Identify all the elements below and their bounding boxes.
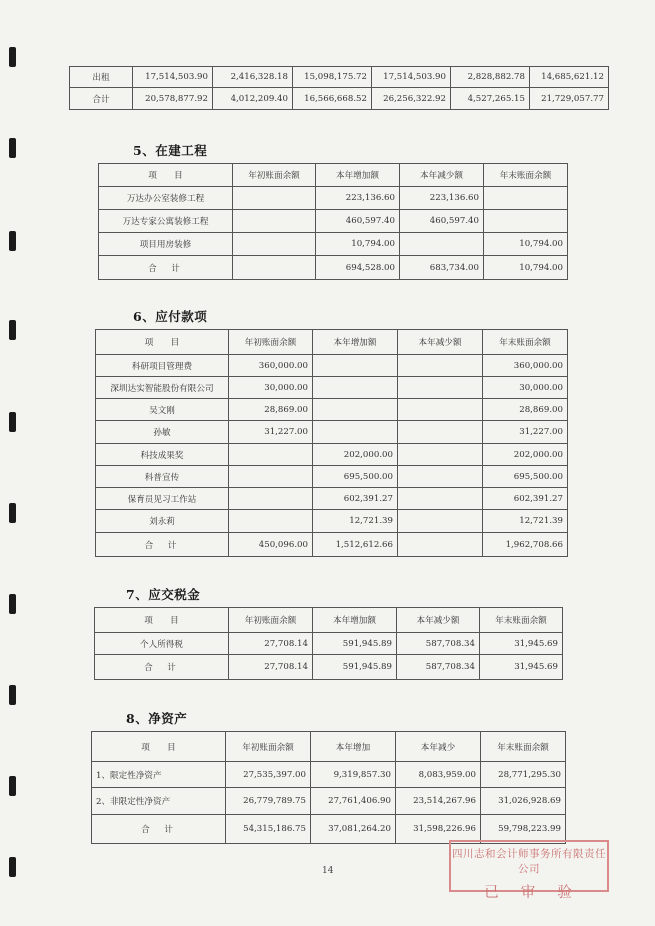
cell-value: 2,828,882.78 <box>451 67 530 88</box>
row-label: 科技成果奖 <box>96 444 229 466</box>
cell-value: 223,136.60 <box>400 187 484 210</box>
cell-value: 20,578,877.92 <box>133 88 213 110</box>
row-label: 合 计 <box>92 815 226 844</box>
column-header: 年末账面余额 <box>484 164 568 187</box>
audit-stamp <box>449 840 609 901</box>
cell-value: 31,945.69 <box>480 655 563 680</box>
row-label: 保育员见习工作站 <box>96 488 229 510</box>
row-label: 出租 <box>70 67 133 88</box>
column-header: 本年减少 <box>396 732 481 762</box>
cell-value: 10,794.00 <box>316 233 400 256</box>
payables-table <box>95 329 568 557</box>
table-row <box>70 67 609 88</box>
fixed-assets-table <box>69 66 609 110</box>
cell-value: 26,779,789.75 <box>226 788 311 815</box>
column-header: 年末账面余额 <box>483 330 568 355</box>
row-label: 孙敏 <box>96 421 229 444</box>
column-header: 年初账面余额 <box>233 164 316 187</box>
cell-value: 694,528.00 <box>316 256 400 280</box>
row-label: 合 计 <box>99 256 233 280</box>
cell-value <box>484 210 568 233</box>
section-heading: 8、净资产 <box>126 711 188 726</box>
cell-value: 602,391.27 <box>313 488 398 510</box>
cell-value <box>313 399 398 421</box>
cell-value: 12,721.39 <box>313 510 398 533</box>
cell-value: 17,514,503.90 <box>133 67 213 88</box>
cell-value: 10,794.00 <box>484 256 568 280</box>
cell-value <box>398 488 483 510</box>
cell-value: 26,256,322.92 <box>372 88 451 110</box>
cell-value: 59,798,223.99 <box>481 815 566 844</box>
table-header-row <box>92 732 566 762</box>
row-label: 万达专家公寓装修工程 <box>99 210 233 233</box>
cell-value: 27,708.14 <box>229 655 313 680</box>
cell-value: 695,500.00 <box>483 466 568 488</box>
table-header-row <box>96 330 568 355</box>
cell-value <box>398 377 483 399</box>
cell-value: 202,000.00 <box>483 444 568 466</box>
cell-value: 21,729,057.77 <box>530 88 609 110</box>
row-label: 深圳达实智能股份有限公司 <box>96 377 229 399</box>
row-label: 个人所得税 <box>95 633 229 655</box>
cell-value <box>398 533 483 557</box>
cell-value <box>229 466 313 488</box>
cell-value: 460,597.40 <box>400 210 484 233</box>
cell-value: 28,869.00 <box>483 399 568 421</box>
table-row <box>96 466 568 488</box>
column-header: 项 目 <box>96 330 229 355</box>
row-label: 科普宣传 <box>96 466 229 488</box>
cell-value: 1,962,708.66 <box>483 533 568 557</box>
binder-hole <box>9 138 16 158</box>
cell-value: 587,708.34 <box>397 633 480 655</box>
cell-value <box>229 444 313 466</box>
column-header: 本年增加额 <box>313 330 398 355</box>
cell-value: 591,945.89 <box>313 655 397 680</box>
cell-value: 460,597.40 <box>316 210 400 233</box>
binder-hole <box>9 776 16 796</box>
cell-value: 27,535,397.00 <box>226 762 311 788</box>
row-label: 合 计 <box>95 655 229 680</box>
cell-value <box>398 421 483 444</box>
cell-value: 27,761,406.90 <box>311 788 396 815</box>
cell-value: 54,315,186.75 <box>226 815 311 844</box>
column-header: 本年增加额 <box>316 164 400 187</box>
column-header: 项 目 <box>95 608 229 633</box>
cell-value: 31,598,226.96 <box>396 815 481 844</box>
cell-value: 223,136.60 <box>316 187 400 210</box>
taxes-payable-table <box>94 607 563 680</box>
cell-value <box>233 256 316 280</box>
cell-value: 360,000.00 <box>229 355 313 377</box>
column-header: 本年增加 <box>311 732 396 762</box>
cell-value: 37,081,264.20 <box>311 815 396 844</box>
table-row <box>70 88 609 110</box>
cell-value: 683,734.00 <box>400 256 484 280</box>
column-header: 本年减少额 <box>398 330 483 355</box>
cell-value <box>398 355 483 377</box>
cell-value: 28,771,295.30 <box>481 762 566 788</box>
row-label: 吴文刚 <box>96 399 229 421</box>
cell-value <box>398 444 483 466</box>
binder-hole <box>9 320 16 340</box>
table-total-row <box>95 655 563 680</box>
cell-value: 8,083,959.00 <box>396 762 481 788</box>
cell-value: 450,096.00 <box>229 533 313 557</box>
cell-value: 16,566,668.52 <box>293 88 372 110</box>
column-header: 项 目 <box>99 164 233 187</box>
cell-value <box>398 466 483 488</box>
cell-value: 591,945.89 <box>313 633 397 655</box>
cell-value <box>313 355 398 377</box>
column-header: 本年增加额 <box>313 608 397 633</box>
cell-value: 17,514,503.90 <box>372 67 451 88</box>
row-label: 合计 <box>70 88 133 110</box>
cell-value <box>233 210 316 233</box>
table-row <box>99 210 568 233</box>
column-header: 年初账面余额 <box>226 732 311 762</box>
cell-value <box>398 510 483 533</box>
cell-value: 14,685,621.12 <box>530 67 609 88</box>
table-row <box>96 488 568 510</box>
cell-value: 30,000.00 <box>229 377 313 399</box>
table-row <box>96 510 568 533</box>
cell-value: 10,794.00 <box>484 233 568 256</box>
section-heading: 5、在建工程 <box>133 143 208 158</box>
cell-value: 15,098,175.72 <box>293 67 372 88</box>
cell-value <box>484 187 568 210</box>
table-row <box>99 187 568 210</box>
column-header: 年末账面余额 <box>481 732 566 762</box>
table-row <box>92 788 566 815</box>
table-row <box>96 377 568 399</box>
cell-value: 31,227.00 <box>483 421 568 444</box>
binder-hole <box>9 412 16 432</box>
stamp-firm-name: 四川志和会计师事务所有限责任公司 <box>452 848 606 875</box>
row-label: 刘永莉 <box>96 510 229 533</box>
table-header-row <box>99 164 568 187</box>
table-row <box>96 355 568 377</box>
table-row <box>99 233 568 256</box>
cell-value <box>313 421 398 444</box>
cell-value: 31,026,928.69 <box>481 788 566 815</box>
cell-value: 360,000.00 <box>483 355 568 377</box>
net-assets-table <box>91 731 566 844</box>
column-header: 项 目 <box>92 732 226 762</box>
cell-value: 31,945.69 <box>480 633 563 655</box>
cell-value: 2,416,328.18 <box>213 67 293 88</box>
cell-value <box>229 510 313 533</box>
cell-value: 12,721.39 <box>483 510 568 533</box>
binder-hole <box>9 47 16 67</box>
cell-value: 587,708.34 <box>397 655 480 680</box>
cell-value <box>233 187 316 210</box>
table-row <box>96 444 568 466</box>
cell-value: 602,391.27 <box>483 488 568 510</box>
column-header: 年初账面余额 <box>229 608 313 633</box>
cell-value: 27,708.14 <box>229 633 313 655</box>
page-number: 14 <box>322 866 334 876</box>
row-label: 合 计 <box>96 533 229 557</box>
row-label: 项目用房装修 <box>99 233 233 256</box>
binder-hole <box>9 685 16 705</box>
cell-value: 23,514,267.96 <box>396 788 481 815</box>
column-header: 年末账面余额 <box>480 608 563 633</box>
column-header: 本年减少额 <box>400 164 484 187</box>
binder-hole <box>9 231 16 251</box>
cell-value <box>233 233 316 256</box>
table-header-row <box>95 608 563 633</box>
cell-value: 4,527,265.15 <box>451 88 530 110</box>
binder-hole <box>9 857 16 877</box>
cell-value: 9,319,857.30 <box>311 762 396 788</box>
row-label: 万达办公室装修工程 <box>99 187 233 210</box>
stamp-verified-text: 已审验 <box>484 885 594 901</box>
cell-value <box>313 377 398 399</box>
cell-value <box>398 399 483 421</box>
section-heading: 6、应付款项 <box>133 309 208 324</box>
cell-value: 30,000.00 <box>483 377 568 399</box>
cell-value: 4,012,209.40 <box>213 88 293 110</box>
binder-hole <box>9 594 16 614</box>
column-header: 年初账面余额 <box>229 330 313 355</box>
row-label: 1、限定性净资产 <box>92 762 226 788</box>
section-heading: 7、应交税金 <box>126 587 201 602</box>
row-label: 2、非限定性净资产 <box>92 788 226 815</box>
table-row <box>92 762 566 788</box>
cell-value: 31,227.00 <box>229 421 313 444</box>
row-label: 科研项目管理费 <box>96 355 229 377</box>
table-total-row <box>99 256 568 280</box>
binder-hole <box>9 503 16 523</box>
construction-table <box>98 163 568 280</box>
table-total-row <box>96 533 568 557</box>
cell-value <box>229 488 313 510</box>
table-row <box>96 421 568 444</box>
column-header: 本年减少额 <box>397 608 480 633</box>
table-row <box>95 633 563 655</box>
cell-value: 202,000.00 <box>313 444 398 466</box>
cell-value: 28,869.00 <box>229 399 313 421</box>
table-row <box>96 399 568 421</box>
cell-value: 695,500.00 <box>313 466 398 488</box>
cell-value <box>400 233 484 256</box>
cell-value: 1,512,612.66 <box>313 533 398 557</box>
